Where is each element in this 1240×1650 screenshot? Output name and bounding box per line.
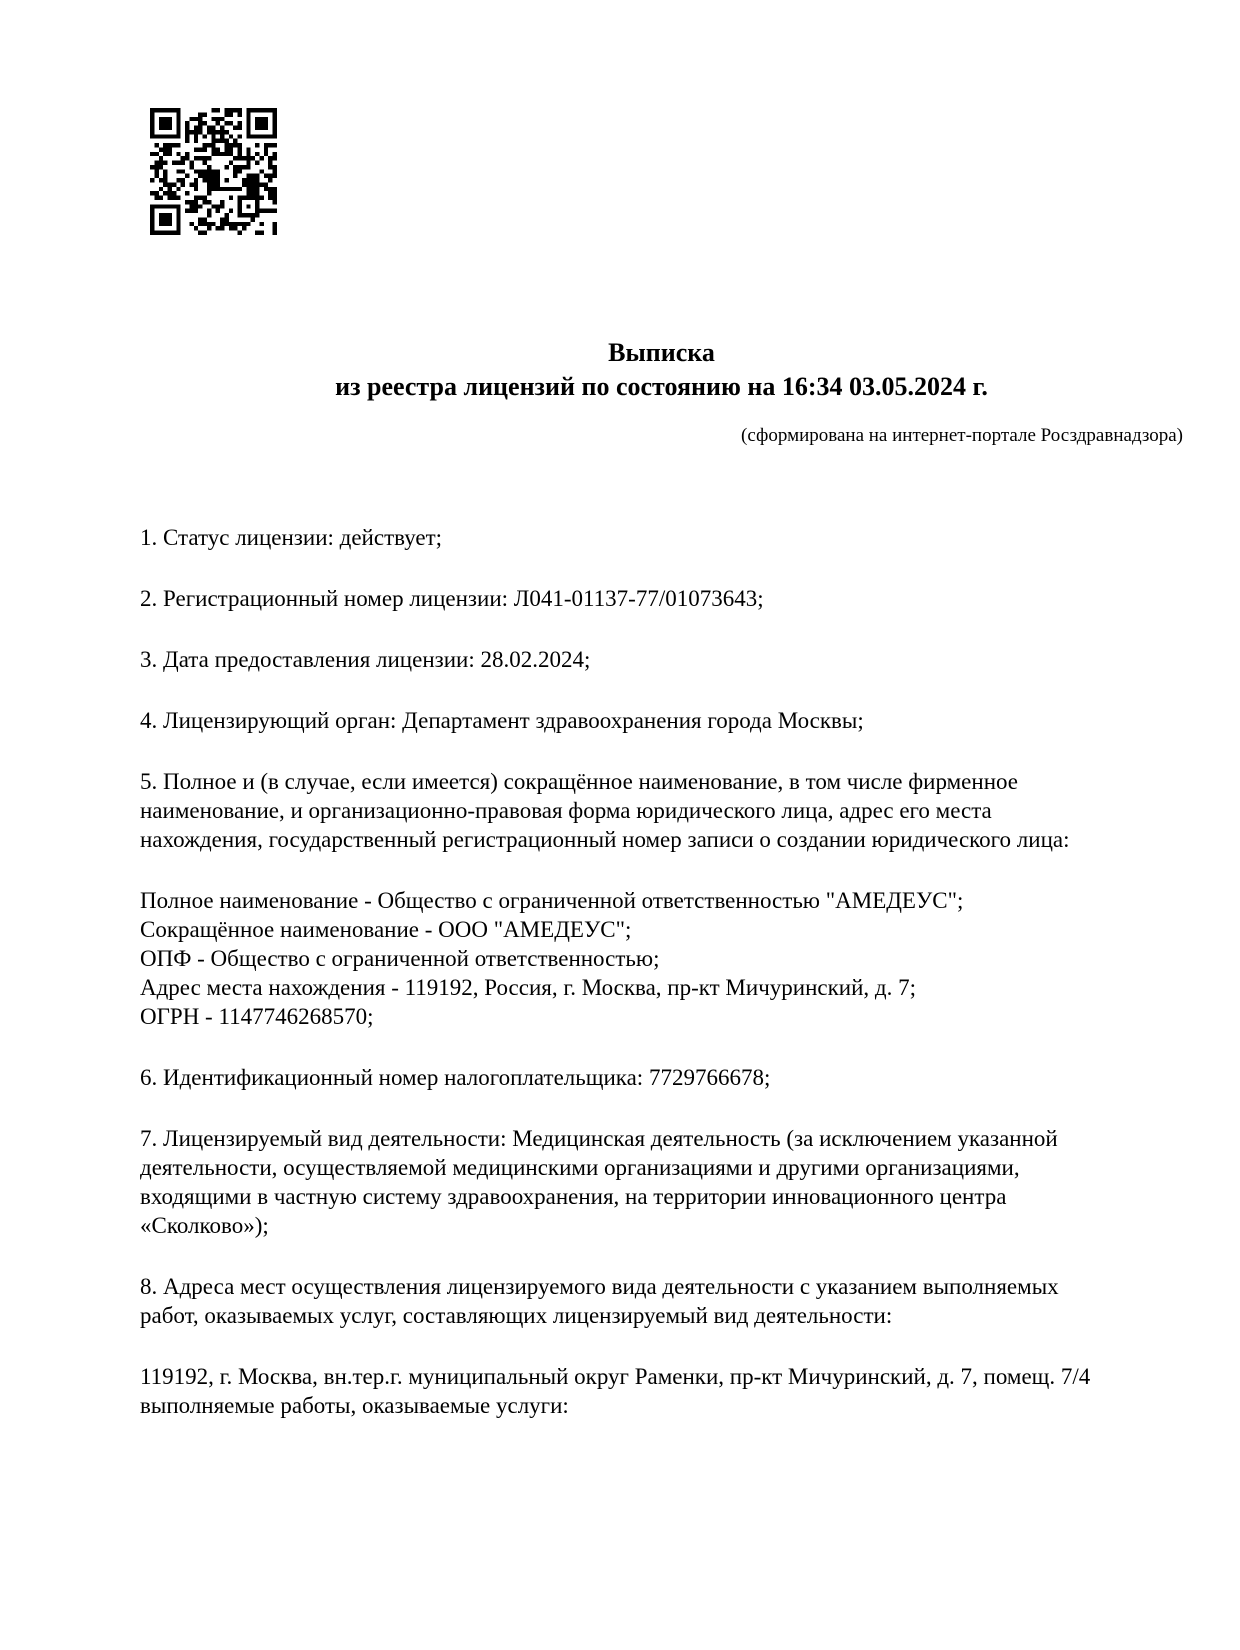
paragraph-line: деятельности, осуществляемой медицинскими организациями и другими организациями, [140,1155,1020,1180]
paragraph-line: выполняемые работы, оказываемые услуги: [140,1393,569,1418]
paragraph-line: Сокращённое наименование - ООО "АМЕДЕУС"; [140,917,632,942]
paragraph [140,584,1183,613]
paragraph-line: входящими в частную систему здравоохранения, на территории инновационного центра [140,1184,1007,1209]
paragraph-line: Адрес места нахождения - 119192, Россия, г. Москва, пр-кт Мичуринский, д. 7; [140,975,916,1000]
document-title [140,336,1183,404]
paragraph-line: 2. Регистрационный номер лицензии: Л041-01137-77/01073643; [140,586,764,611]
paragraph-line: 8. Адреса мест осуществления лицензируемого вида деятельности с указанием выполняемых [140,1274,1059,1299]
paragraph-line: наименование, и организационно-правовая форма юридического лица, адрес его места [140,798,992,823]
paragraph-line: 3. Дата предоставления лицензии: 28.02.2024; [140,647,591,672]
paragraph-line: 4. Лицензирующий орган: Департамент здравоохранения города Москвы; [140,708,864,733]
paragraph-list [140,523,1183,1420]
paragraph [140,886,1183,1031]
document-content [140,336,1183,1452]
paragraph [140,1362,1183,1420]
paragraph [140,523,1183,552]
qr-code-icon [150,108,277,235]
paragraph-line: ОГРН - 1147746268570; [140,1004,374,1029]
document-title-line2: из реестра лицензий по состоянию на 16:34 03.05.2024 г. [335,372,988,401]
paragraph-line: нахождения, государственный регистрационный номер записи о создании юридического лица: [140,827,1070,852]
paragraph-line: ОПФ - Общество с ограниченной ответственностью; [140,946,660,971]
paragraph [140,1124,1183,1240]
paragraph [140,767,1183,854]
paragraph-line: 7. Лицензируемый вид деятельности: Медицинская деятельность (за исключением указанной [140,1126,1058,1151]
paragraph [140,1272,1183,1330]
paragraph-line: «Сколково»); [140,1213,269,1238]
paragraph-line: работ, оказываемых услуг, составляющих лицензируемый вид деятельности: [140,1303,893,1328]
paragraph-line: 1. Статус лицензии: действует; [140,525,443,550]
paragraph [140,706,1183,735]
paragraph [140,645,1183,674]
paragraph-line: 119192, г. Москва, вн.тер.г. муниципальный округ Раменки, пр-кт Мичуринский, д. 7, помещ. 7/4 [140,1364,1091,1389]
document-title-line1: Выписка [608,338,715,367]
paragraph-line: 5. Полное и (в случае, если имеется) сокращённое наименование, в том числе фирменное [140,769,1018,794]
paragraph-line: 6. Идентификационный номер налогоплательщика: 7729766678; [140,1065,771,1090]
paragraph [140,1063,1183,1092]
document-subtitle: (сформирована на интернет-портале Росздравнадзора) [741,425,1183,446]
paragraph-line: Полное наименование - Общество с ограниченной ответственностью "АМЕДЕУС"; [140,888,964,913]
